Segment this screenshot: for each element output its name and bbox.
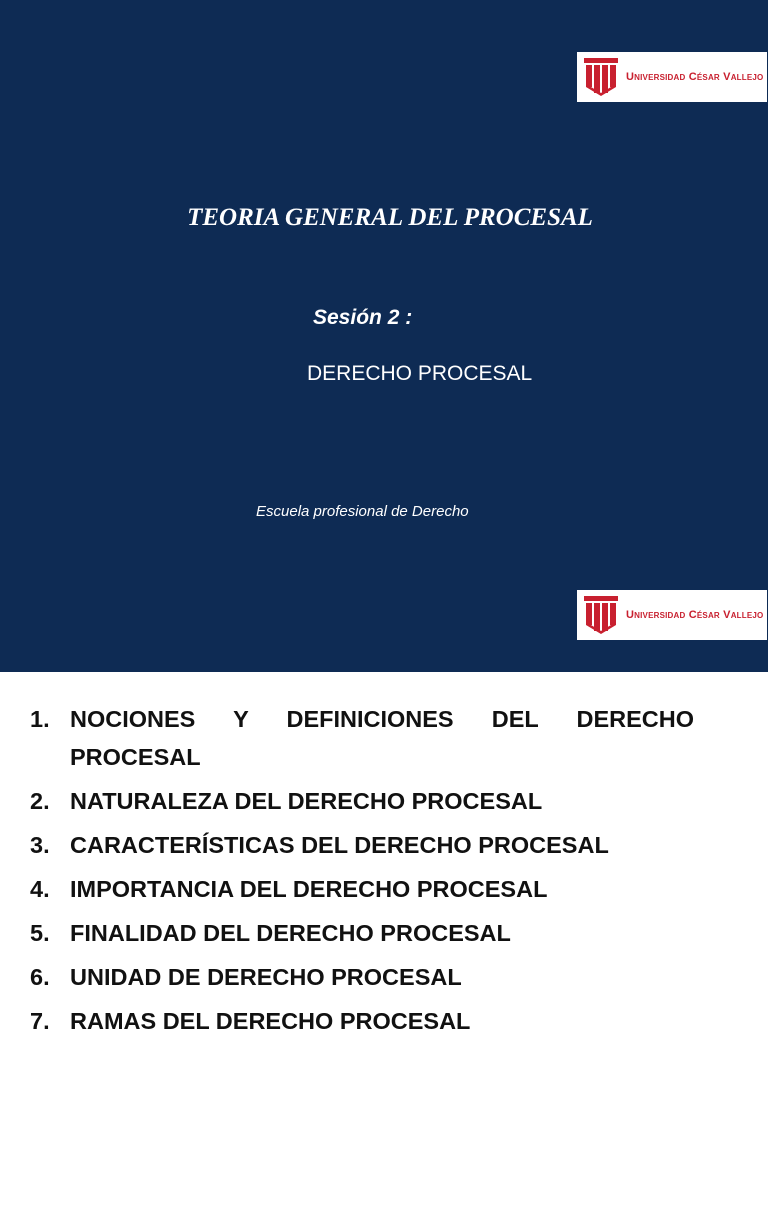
topic-text: IMPORTANCIA DEL DERECHO PROCESAL (70, 876, 548, 902)
topic-text: UNIDAD DE DERECHO PROCESAL (70, 964, 462, 990)
session-subject: DERECHO PROCESAL (307, 362, 533, 385)
topic-item (30, 870, 694, 908)
topic-text: FINALIDAD DEL DERECHO PROCESAL (70, 920, 511, 946)
topic-item (30, 1002, 694, 1040)
topic-item (30, 958, 694, 996)
topic-number: 1. (30, 706, 50, 732)
topic-text: NATURALEZA DEL DERECHO PROCESAL (70, 788, 543, 814)
university-logo-text: Universidad César Vallejo (626, 609, 764, 621)
university-shield-icon (584, 596, 618, 634)
topic-number: 3. (30, 832, 50, 858)
school-name: Escuela profesional de Derecho (256, 503, 469, 520)
university-logo-text: Universidad César Vallejo (626, 71, 764, 83)
topic-item (30, 914, 694, 952)
topic-number: 6. (30, 964, 50, 990)
course-title: TEORIA GENERAL DEL PROCESAL (187, 204, 593, 231)
university-logo-2 (577, 590, 767, 640)
title-slide (0, 0, 768, 576)
topic-text: NOCIONES Y DEFINICIONES DEL DERECHO PROCESAL (70, 706, 694, 770)
topic-text: CARACTERÍSTICAS DEL DERECHO PROCESAL (70, 832, 609, 858)
topic-item (30, 782, 694, 820)
topic-number: 2. (30, 788, 50, 814)
topic-number: 5. (30, 920, 50, 946)
topic-list (30, 700, 694, 1046)
agenda-heading: TEMARIO (240, 1189, 326, 1208)
session-label: Sesión 2 : (313, 306, 413, 329)
topic-number: 7. (30, 1008, 50, 1034)
university-logo (577, 52, 767, 102)
topic-item (30, 826, 694, 864)
university-shield-icon (584, 58, 618, 96)
topic-text: RAMAS DEL DERECHO PROCESAL (70, 1008, 471, 1034)
topic-item (30, 700, 694, 776)
topic-number: 4. (30, 876, 50, 902)
